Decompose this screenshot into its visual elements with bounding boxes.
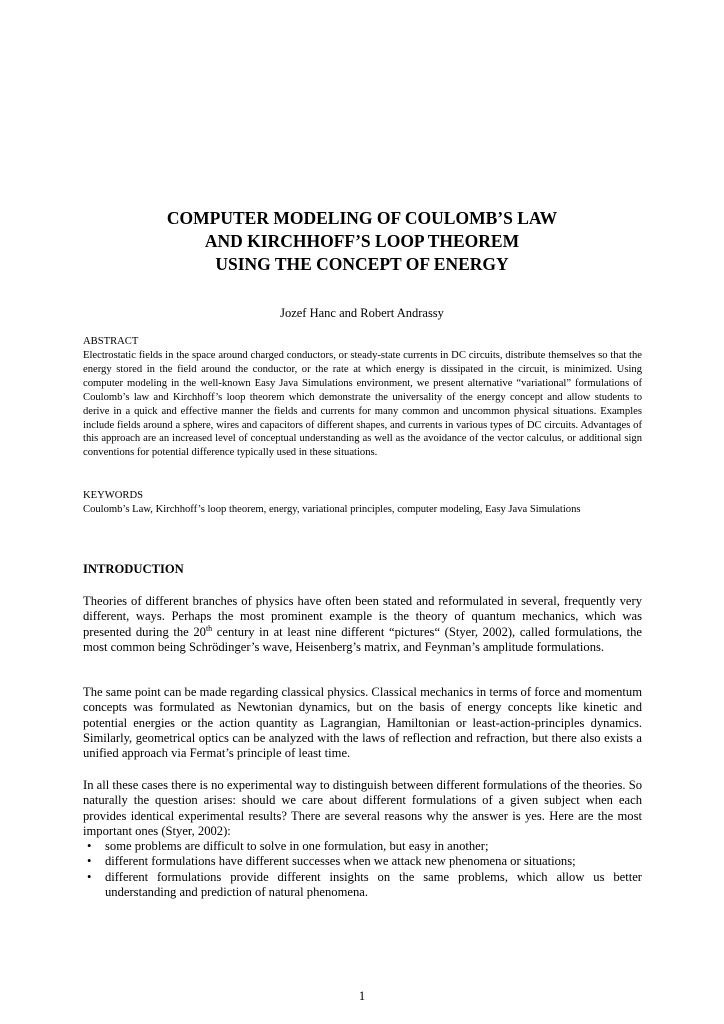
introduction-paragraph-1: [83, 594, 642, 655]
list-item: [83, 854, 642, 869]
abstract-heading: ABSTRACT: [83, 336, 139, 347]
list-item: [83, 870, 642, 901]
title-line-3: USING THE CONCEPT OF ENERGY: [215, 254, 509, 274]
list-item-text: different formulations provide different insights on the same problems, which allow us better understanding and prediction of natural phenomena.: [105, 869, 642, 900]
page-number: 1: [358, 989, 366, 1003]
keywords-text: Coulomb’s Law, Kirchhoff’s loop theorem, energy, variational principles, computer modeling, Easy Java Simulations: [83, 504, 581, 515]
list-item: [83, 839, 642, 854]
list-item-text: some problems are difficult to solve in one formulation, but easy in another;: [105, 839, 489, 854]
authors: Jozef Hanc and Robert Andrassy: [280, 306, 444, 320]
list-item-text: different formulations have different successes when we attack new phenomena or situations;: [105, 854, 576, 869]
introduction-paragraph-3: In all these cases there is no experimental way to distinguish between different formulations of the theories. So naturally the question arises: should we care about different formulations of a given subject when each provides identical experimental results? There are several reasons why the answer is yes. Here are the most important ones (Styer, 2002):: [83, 778, 642, 838]
introduction-paragraph-3-block: [83, 778, 642, 900]
bullet-icon: •: [87, 854, 92, 869]
bullet-icon: •: [87, 869, 92, 884]
paper-title: [0, 207, 724, 276]
paragraph-1-text-before: Theories of different branches of physics have often been stated and reformulated in several, frequently very different, ways. Perhaps the most prominent example is the theory of quantum mechanics, which was presented during the 20: [83, 594, 642, 639]
keywords-heading: KEYWORDS: [83, 490, 144, 501]
reasons-list: [83, 839, 642, 900]
abstract-text: Electrostatic fields in the space around charged conductors, or steady-state currents in DC circuits, distribute themselves so that the energy stored in the field around the conductor, or the rate at which energy is dissipated in the circuit, is minimized. Using computer modeling in the well-known Easy Java Simulations environment, we present alternative “variational” formulations of Coulomb’s law and Kirchhoff’s loop theorem which demonstrate the universality of the energy concept and allow students to derive in a quick and effective manner the fields and currents for many common and uncommon physical situations. Examples include fields around a sphere, wires and capacitors of different shapes, and currents in various types of DC circuits. Advantages of this approach are an increased level of conceptual understanding as well as the avoidance of the vector calculus, or additional sign conventions for potential difference typically used in these situations.: [83, 350, 642, 459]
introduction-heading: INTRODUCTION: [83, 562, 184, 576]
paragraph-1-text-after: century in at least nine different “pictures“ (Styer, 2002), called formulations, the most common being Schrödinger’s wave, Heisenberg’s matrix, and Feynman’s amplitude formulations.: [83, 624, 642, 654]
title-line-1: COMPUTER MODELING OF COULOMB’S LAW: [166, 208, 558, 228]
title-line-2: AND KIRCHHOFF’S LOOP THEOREM: [204, 231, 520, 251]
bullet-icon: •: [87, 839, 92, 854]
superscript-ordinal: th: [205, 623, 213, 633]
introduction-paragraph-2: The same point can be made regarding classical physics. Classical mechanics in terms of force and momentum concepts was formulated as Newtonian dynamics, but on the basis of energy concepts like kinetic and potential energies or the action quantity as Lagrangian, Hamiltonian or least-action-principles dynamics. Similarly, geometrical optics can be analyzed with the laws of reflection and refraction, but there also exists a unified approach via Fermat’s principle of least time.: [83, 685, 642, 761]
